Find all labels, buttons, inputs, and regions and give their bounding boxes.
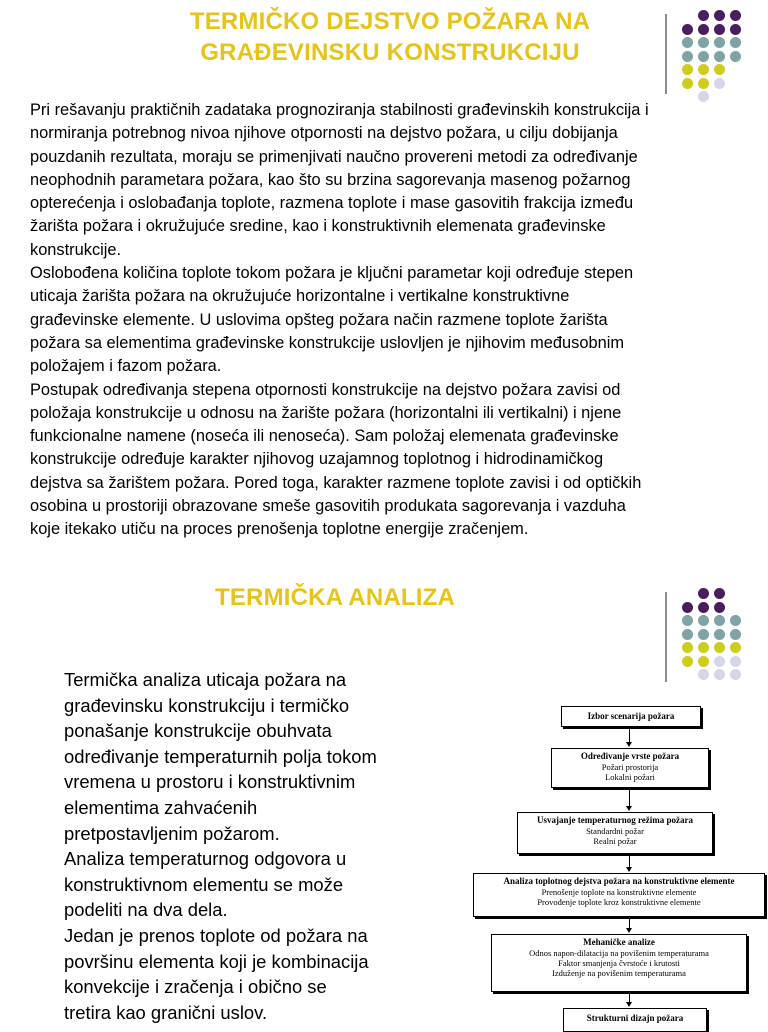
decorative-dot bbox=[682, 51, 693, 62]
decorative-dot bbox=[714, 37, 725, 48]
flowchart-step-item: Izduženje na povišenim temperaturama bbox=[552, 968, 686, 978]
page-title bbox=[60, 6, 720, 68]
flowchart-step-6 bbox=[563, 1008, 707, 1032]
text-line: funkcionalne namene (noseća ili nenoseća). Sam položaj elemenata građevinske bbox=[30, 427, 619, 446]
text-line: koje itekako utiču na proces prenošenja toplotne energije zračenjem. bbox=[30, 520, 529, 539]
decorative-dot bbox=[698, 51, 709, 62]
decorative-dot bbox=[730, 642, 741, 653]
section-title: TERMIČKA ANALIZA bbox=[214, 584, 456, 611]
flowchart-step-heading: Izbor scenarija požara bbox=[587, 711, 675, 721]
decorative-dot bbox=[682, 37, 693, 48]
text-line: normiranja potrebnog nivoa njihove otpornosti na dejstvo požara, u cilju dobijanja bbox=[30, 124, 618, 143]
text-line: građevinsku konstrukciju i termičko bbox=[64, 694, 350, 716]
decorative-dot bbox=[698, 602, 709, 613]
text-line: Analiza temperaturnog odgovora u bbox=[64, 848, 347, 870]
flowchart-arrow bbox=[629, 916, 630, 929]
text-line: pouzdanih rezultata, moraju se primenjivati naučno provereni metodi za određivanje bbox=[30, 147, 638, 166]
decorative-dot bbox=[682, 656, 693, 667]
decorative-dot bbox=[714, 588, 725, 599]
decorative-dot bbox=[714, 642, 725, 653]
decorative-dot bbox=[698, 10, 709, 21]
text-line: dejstva sa žarištem požara. Pored toga, karakter razmene toplote zavisi i od optičkih bbox=[30, 473, 642, 492]
decorative-dot bbox=[698, 642, 709, 653]
decorative-dot bbox=[714, 615, 725, 626]
text-line: tretira kao granični uslov. bbox=[64, 1001, 268, 1023]
text-line: površinu elementa koji je kombinacija bbox=[64, 950, 369, 972]
flowchart-step-1 bbox=[561, 706, 701, 727]
text-line: neophodnih parametara požara, kao što su brzina sagorevanja masenog požarnog bbox=[30, 170, 631, 189]
decorative-dot bbox=[714, 78, 725, 89]
flowchart-arrow bbox=[629, 991, 630, 1003]
flowchart-arrow bbox=[629, 726, 630, 743]
text-line: Jedan je prenos toplote od požara na bbox=[64, 924, 368, 946]
decorative-dot bbox=[698, 615, 709, 626]
decorative-dot bbox=[730, 669, 741, 680]
decorative-dot bbox=[714, 10, 725, 21]
decorative-dot bbox=[698, 37, 709, 48]
text-line: podeliti na dva dela. bbox=[64, 899, 228, 921]
flowchart-step-3 bbox=[517, 812, 713, 854]
decorative-dot bbox=[714, 656, 725, 667]
decorative-dot bbox=[682, 602, 693, 613]
flowchart-arrow bbox=[629, 787, 630, 807]
text-line: vremena u prostoru i konstruktivnim bbox=[64, 771, 356, 793]
decorative-dot bbox=[682, 24, 693, 35]
decorative-dot bbox=[730, 51, 741, 62]
text-line: ponašanje konstrukcije obuhvata bbox=[64, 720, 332, 742]
text-line: građevinske elemente. U uslovima opšteg požara način razmene toplote žarišta bbox=[30, 310, 608, 329]
decorative-dot bbox=[714, 602, 725, 613]
decorative-dot bbox=[714, 669, 725, 680]
flowchart-step-heading: Određivanje vrste požara bbox=[580, 751, 680, 761]
text-line: konstruktivnom elementu se može bbox=[64, 873, 344, 895]
decorative-dot bbox=[730, 10, 741, 21]
decorative-divider-line bbox=[665, 14, 667, 94]
decorative-dot bbox=[714, 24, 725, 35]
decorative-dot bbox=[682, 78, 693, 89]
decorative-dot bbox=[714, 64, 725, 75]
flowchart-step-item: Požari prostorija bbox=[601, 762, 659, 772]
section-2-body bbox=[64, 667, 424, 1025]
decorative-dot bbox=[698, 64, 709, 75]
flowchart-step-item: Faktor smanjenja čvrstoće i krutosti bbox=[558, 958, 680, 968]
decorative-dot bbox=[698, 588, 709, 599]
text-line: požara sa elementima građevinske konstrukcije uslovljen je njihovim međusobnim bbox=[30, 333, 624, 352]
decorative-dot bbox=[682, 64, 693, 75]
text-line: konvekcije i zračenja i obično se bbox=[64, 976, 327, 998]
flowchart-step-item: Prenošenje toplote na konstruktivne elemente bbox=[541, 887, 697, 897]
text-line: Pri rešavanju praktičnih zadataka prognoziranja stabilnosti građevinskih konstrukcija i bbox=[30, 101, 649, 119]
text-line: Postupak određivanja stepena otpornosti konstrukcije na dejstvo požara zavisi od bbox=[30, 380, 621, 399]
decorative-dot bbox=[730, 24, 741, 35]
decorative-dot bbox=[730, 656, 741, 667]
flowchart-step-heading: Analiza toplotnog dejstva požara na konstruktivne elemente bbox=[503, 876, 735, 886]
title-line-2: GRAĐEVINSKU KONSTRUKCIJU bbox=[200, 39, 580, 66]
text-line: konstrukcije. bbox=[30, 240, 122, 259]
flowchart-step-item: Lokalni požari bbox=[605, 772, 655, 782]
text-line: žarišta požara i okružujuće sredine, kao i konstruktivnih elemenata građevinske bbox=[30, 217, 606, 236]
decorative-dot bbox=[698, 629, 709, 640]
text-line: opterećenja i oslobađanja toplote, razmena toplote i mase gasovitih frakcija između bbox=[30, 194, 634, 213]
text-line: Oslobođena količina toplote tokom požara je ključni parametar koji određuje stepen bbox=[30, 264, 634, 283]
text-line: pretpostavljenim požarom. bbox=[64, 822, 280, 844]
decorative-dot bbox=[698, 656, 709, 667]
text-line: položaja konstrukcije u odnosu na žarište požara (horizontalni ili vertikalni) i njene bbox=[30, 403, 622, 422]
flowchart-step-heading: Mehaničke analize bbox=[583, 937, 655, 947]
text-line: konstrukcije određuje karakter njihovog uzajamnog toplotnog i hidrodinamičkog bbox=[30, 450, 604, 469]
section-1-body bbox=[30, 99, 758, 542]
decorative-dot bbox=[698, 24, 709, 35]
text-line: Termička analiza uticaja požara na bbox=[64, 669, 347, 690]
flowchart-step-5 bbox=[491, 934, 747, 992]
decorative-dot bbox=[698, 669, 709, 680]
decorative-dot bbox=[730, 629, 741, 640]
flowchart-step-heading: Strukturni dizajn požara bbox=[586, 1013, 684, 1023]
flowchart-step-item: Odnos napon-dilatacija na povišenim temperaturama bbox=[529, 948, 709, 958]
title-line-1: TERMIČKO DEJSTVO POŽARA NA bbox=[189, 8, 591, 35]
text-line: uticaja žarišta požara na okružujuće horizontalne i vertikalne konstruktivne bbox=[30, 287, 570, 306]
flowchart-step-heading: Usvajanje temperaturnog režima požara bbox=[536, 815, 694, 825]
decorative-dot bbox=[714, 629, 725, 640]
decorative-dot bbox=[730, 615, 741, 626]
text-line: osobina u prostoriji obrazovane smeše gasovitih produkata sagorevanja i vazduha bbox=[30, 497, 626, 516]
text-line: elementima zahvaćenih bbox=[64, 796, 258, 818]
flowchart-step-4 bbox=[473, 873, 765, 917]
flowchart-step-item: Provođenje toplote kroz konstruktivne elemente bbox=[537, 897, 701, 907]
text-line: određivanje temperaturnih polja tokom bbox=[64, 745, 377, 767]
decorative-dot bbox=[682, 629, 693, 640]
flowchart-step-item: Standardni požar bbox=[586, 826, 644, 836]
flowchart-step-item: Realni požar bbox=[593, 836, 637, 846]
decorative-dot bbox=[698, 78, 709, 89]
text-line: položajem i fazom požara. bbox=[30, 357, 222, 376]
decorative-dot bbox=[682, 615, 693, 626]
decorative-dot bbox=[714, 51, 725, 62]
flowchart-step-2 bbox=[551, 748, 709, 788]
decorative-dot bbox=[682, 642, 693, 653]
flowchart-arrow bbox=[629, 853, 630, 868]
decorative-divider-line bbox=[665, 592, 667, 682]
decorative-dot bbox=[730, 37, 741, 48]
